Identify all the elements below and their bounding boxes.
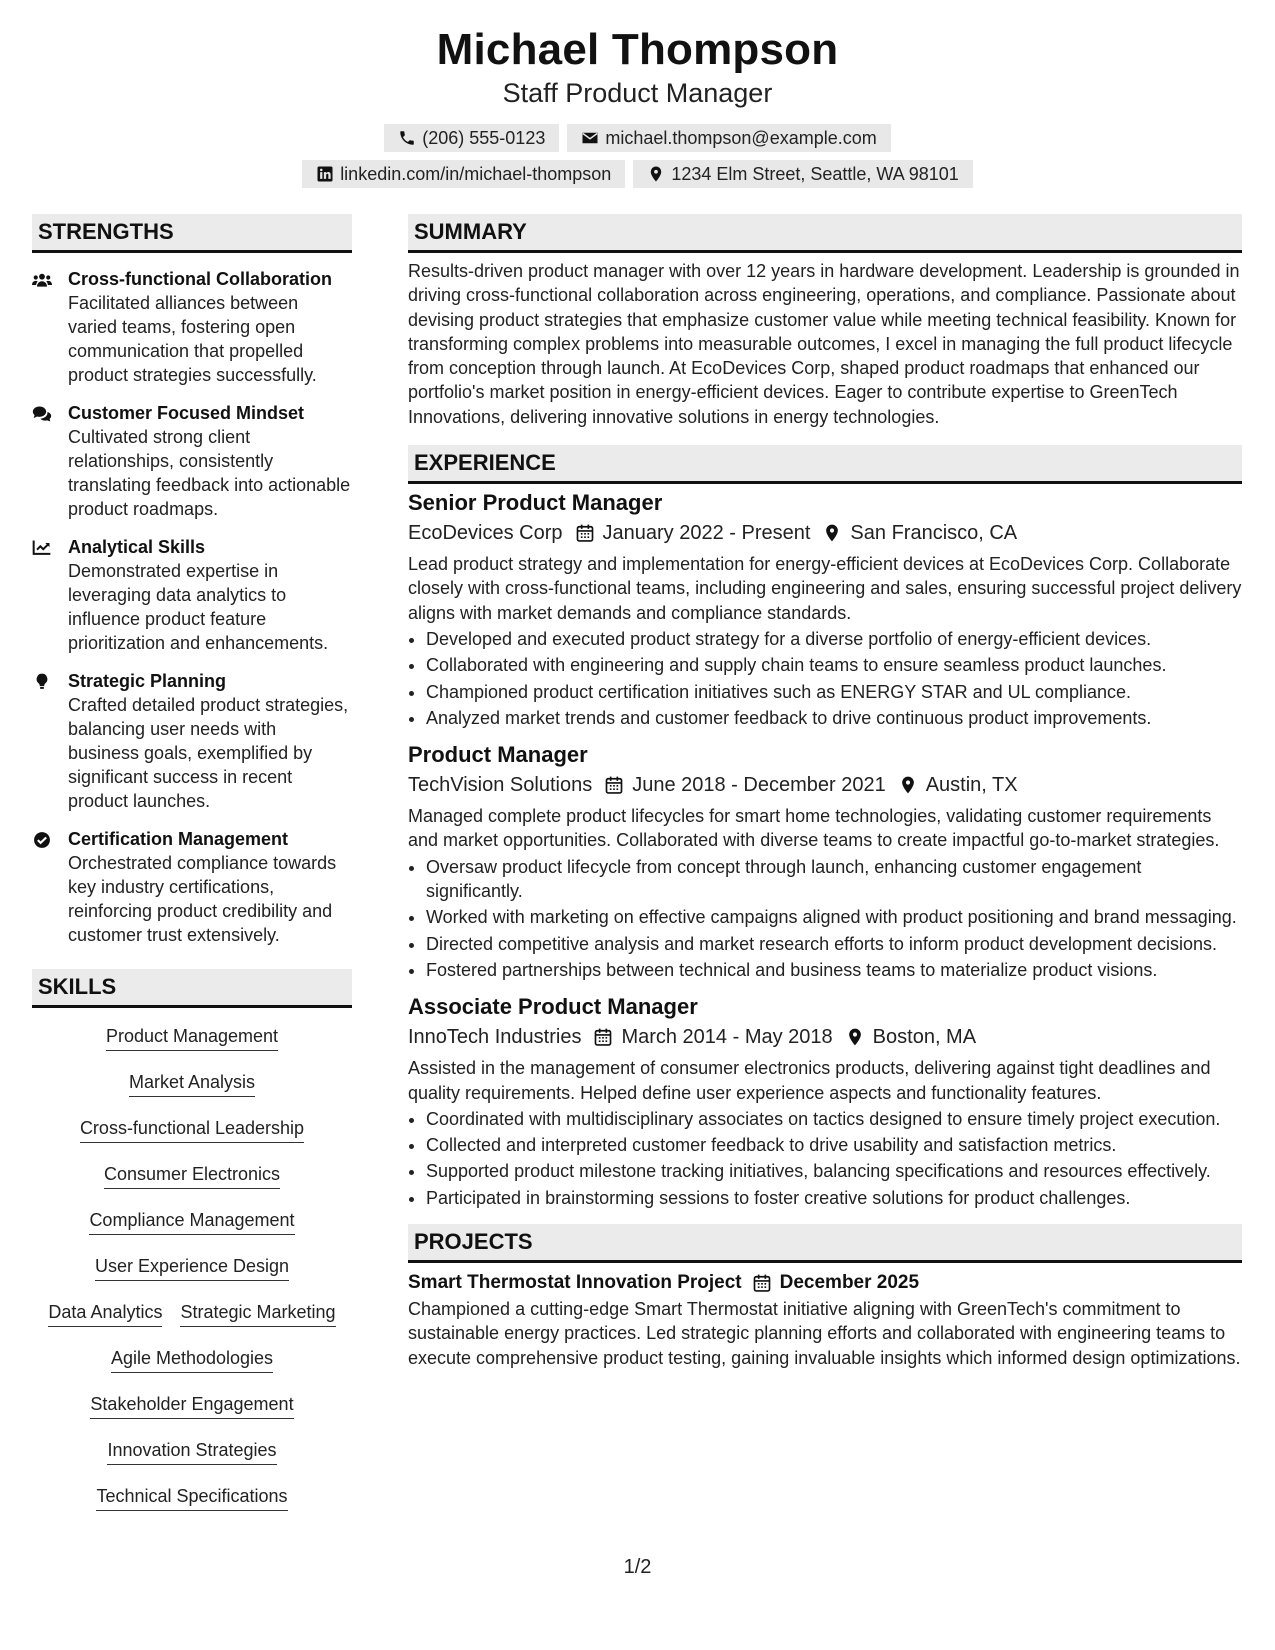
skill-tag: Technical Specifications	[96, 1484, 287, 1511]
project-title: Smart Thermostat Innovation Project	[408, 1272, 742, 1294]
check-circle-icon	[32, 831, 52, 849]
strength-desc: Orchestrated compliance towards key industry certifications, reinforcing product credibility and customer trust extensively.	[68, 853, 337, 945]
job-bullets	[408, 627, 1242, 730]
calendar-icon	[575, 523, 595, 543]
contact-address[interactable]	[633, 160, 973, 188]
job-bullet: • Collaborated with engineering and supply chain teams to ensure seamless product launches.	[426, 653, 1242, 677]
job-meta	[408, 518, 1242, 548]
job-company: TechVision Solutions	[408, 774, 593, 797]
skill-tag: Cross-functional Leadership	[80, 1116, 304, 1143]
job-bullet: • Oversaw product lifecycle from concept through launch, enhancing customer engagement significantly.	[426, 855, 1242, 904]
right-column	[408, 214, 1242, 1370]
skill-tag: Innovation Strategies	[107, 1438, 276, 1465]
contact-phone-text: (206) 555-0123	[422, 128, 546, 148]
skill-tag: Agile Methodologies	[111, 1346, 273, 1373]
job-title: Senior Product Manager	[408, 490, 663, 516]
skill-tag: Compliance Management	[89, 1208, 294, 1235]
skill-tag: Market Analysis	[129, 1070, 255, 1097]
skill-tag: Strategic Marketing	[180, 1300, 335, 1327]
job-entry	[408, 992, 1242, 1210]
job-bullet: • Participated in brainstorming sessions to foster creative solutions for product challenges.	[426, 1186, 1242, 1210]
job-meta	[408, 1022, 1242, 1052]
skills-heading: SKILLS	[32, 969, 352, 1008]
map-pin-icon	[647, 165, 665, 183]
job-description: Managed complete product lifecycles for smart home technologies, validating customer requirements and market opportunities. Collaborated with diverse teams to create impactful go-to-market strategies.	[408, 806, 1220, 851]
project-date: December 2025	[779, 1272, 920, 1294]
strength-item	[32, 535, 352, 655]
job-dates: March 2014 - May 2018	[621, 1026, 833, 1049]
strength-desc: Crafted detailed product strategies, balancing user needs with business goals, exemplified by significant success in recent product launches.	[68, 695, 349, 811]
projects-heading: PROJECTS	[408, 1224, 1242, 1263]
job-company: EcoDevices Corp	[408, 522, 563, 545]
strength-title: Cross-functional Collaboration	[68, 269, 333, 289]
summary-heading: SUMMARY	[408, 214, 1242, 253]
project-description: Championed a cutting-edge Smart Thermostat initiative aligning with GreenTech's commitment to sustainable energy practices. Led strategic planning efforts and collaborated with engineering teams to execute comprehensive product testing, gaining invaluable insights which informed design optimizations.	[408, 1299, 1241, 1368]
job-location: Austin, TX	[925, 774, 1018, 797]
resume-header	[0, 0, 1275, 188]
contact-address-text: 1234 Elm Street, Seattle, WA 98101	[671, 164, 959, 184]
chart-line-icon	[32, 539, 52, 557]
users-icon	[32, 271, 52, 289]
job-bullets	[408, 855, 1242, 982]
job-meta	[408, 770, 1242, 800]
job-bullets	[408, 1107, 1242, 1210]
strength-desc: Cultivated strong client relationships, consistently translating feedback into actionable product roadmaps.	[68, 427, 351, 519]
skills-list	[32, 1024, 352, 1530]
job-description: Assisted in the management of consumer electronics products, delivering against tight deadlines and quality requirements. Helped define user experience aspects and functionality features.	[408, 1058, 1211, 1103]
calendar-icon	[752, 1273, 772, 1293]
job-bullet: • Analyzed market trends and customer feedback to drive continuous product improvements.	[426, 706, 1242, 730]
skill-tag: Product Management	[106, 1024, 278, 1051]
job-title: Associate Product Manager	[408, 994, 698, 1020]
skill-tag: User Experience Design	[95, 1254, 289, 1281]
comments-icon	[32, 405, 52, 423]
job-bullet: • Supported product milestone tracking initiatives, balancing specifications and resources effectively.	[426, 1159, 1242, 1183]
strength-title: Customer Focused Mindset	[68, 403, 305, 423]
strength-title: Strategic Planning	[68, 671, 227, 691]
job-entry	[408, 488, 1242, 730]
project-entry	[408, 1269, 1242, 1370]
candidate-name: Michael Thompson	[436, 25, 839, 74]
strengths-heading: STRENGTHS	[32, 214, 352, 253]
calendar-icon	[604, 775, 624, 795]
job-bullet: • Worked with marketing on effective campaigns aligned with product positioning and brand messaging.	[426, 905, 1242, 929]
strength-item	[32, 267, 352, 387]
job-dates: June 2018 - December 2021	[632, 774, 886, 797]
strength-title: Certification Management	[68, 829, 289, 849]
strength-desc: Facilitated alliances between varied teams, fostering open communication that propelled product strategies successfully.	[68, 293, 317, 385]
skill-tag: Stakeholder Engagement	[90, 1392, 293, 1419]
project-title-row	[408, 1269, 1242, 1297]
job-bullet: • Fostered partnerships between technical and business teams to materialize product visions.	[426, 958, 1242, 982]
map-pin-icon	[845, 1027, 865, 1047]
contact-email-text: michael.thompson@example.com	[605, 128, 877, 148]
job-entry	[408, 740, 1242, 982]
skill-tag: Data Analytics	[48, 1300, 162, 1327]
contact-bar	[0, 124, 1275, 188]
page-indicator: 1/2	[623, 1556, 652, 1578]
job-bullet: • Championed product certification initiatives such as ENERGY STAR and UL compliance.	[426, 680, 1242, 704]
job-location: San Francisco, CA	[850, 522, 1018, 545]
contact-email[interactable]	[567, 124, 890, 152]
envelope-icon	[581, 129, 599, 147]
job-company: InnoTech Industries	[408, 1026, 582, 1049]
experience-heading: EXPERIENCE	[408, 445, 1242, 484]
phone-icon	[398, 129, 416, 147]
summary-text: Results-driven product manager with over 12 years in hardware development. Leadership is grounded in driving cross-functional collaboration across engineering, operations, and compliance. Passionate about devising product strategies that emphasize customer value while meeting technical feasibility. Known for transforming complex problems into measurable outcomes, I excel in managing the full product lifecycle from conception through launch. At EcoDevices Corp, shaped product roadmaps that enhanced our portfolio's market position in energy-efficient devices. Eager to contribute expertise to GreenTech Innovations, delivering innovative solutions in energy technologies.	[408, 261, 1240, 427]
lightbulb-icon	[32, 673, 52, 691]
job-bullet: • Coordinated with multidisciplinary associates on tactics designed to ensure timely project execution.	[426, 1107, 1242, 1131]
job-title: Product Manager	[408, 742, 588, 768]
linkedin-icon	[316, 165, 334, 183]
job-bullet: • Directed competitive analysis and market research efforts to inform product development decisions.	[426, 932, 1242, 956]
strength-item	[32, 669, 352, 813]
strength-item	[32, 827, 352, 947]
contact-linkedin-text: linkedin.com/in/michael-thompson	[340, 164, 612, 184]
candidate-title: Staff Product Manager	[502, 78, 773, 108]
job-bullet: • Developed and executed product strategy for a diverse portfolio of energy-efficient devices.	[426, 627, 1242, 651]
job-dates: January 2022 - Present	[602, 522, 811, 545]
calendar-icon	[593, 1027, 613, 1047]
job-location: Boston, MA	[872, 1026, 977, 1049]
job-bullet: • Collected and interpreted customer feedback to drive usability and satisfaction metrics.	[426, 1133, 1242, 1157]
job-description: Lead product strategy and implementation for energy-efficient devices at EcoDevices Corp. Collaborate closely with cross-functional teams, including engineering and sales, ensuring successful project delivery aligns with market demands and compliance standards.	[408, 554, 1242, 623]
left-column	[32, 214, 352, 1530]
map-pin-icon	[822, 523, 842, 543]
strength-title: Analytical Skills	[68, 537, 206, 557]
map-pin-icon	[898, 775, 918, 795]
contact-linkedin[interactable]	[302, 160, 625, 188]
skill-tag: Consumer Electronics	[104, 1162, 280, 1189]
strength-desc: Demonstrated expertise in leveraging data analytics to influence product feature prioritization and enhancements.	[68, 561, 329, 653]
contact-phone[interactable]	[384, 124, 559, 152]
strength-item	[32, 401, 352, 521]
